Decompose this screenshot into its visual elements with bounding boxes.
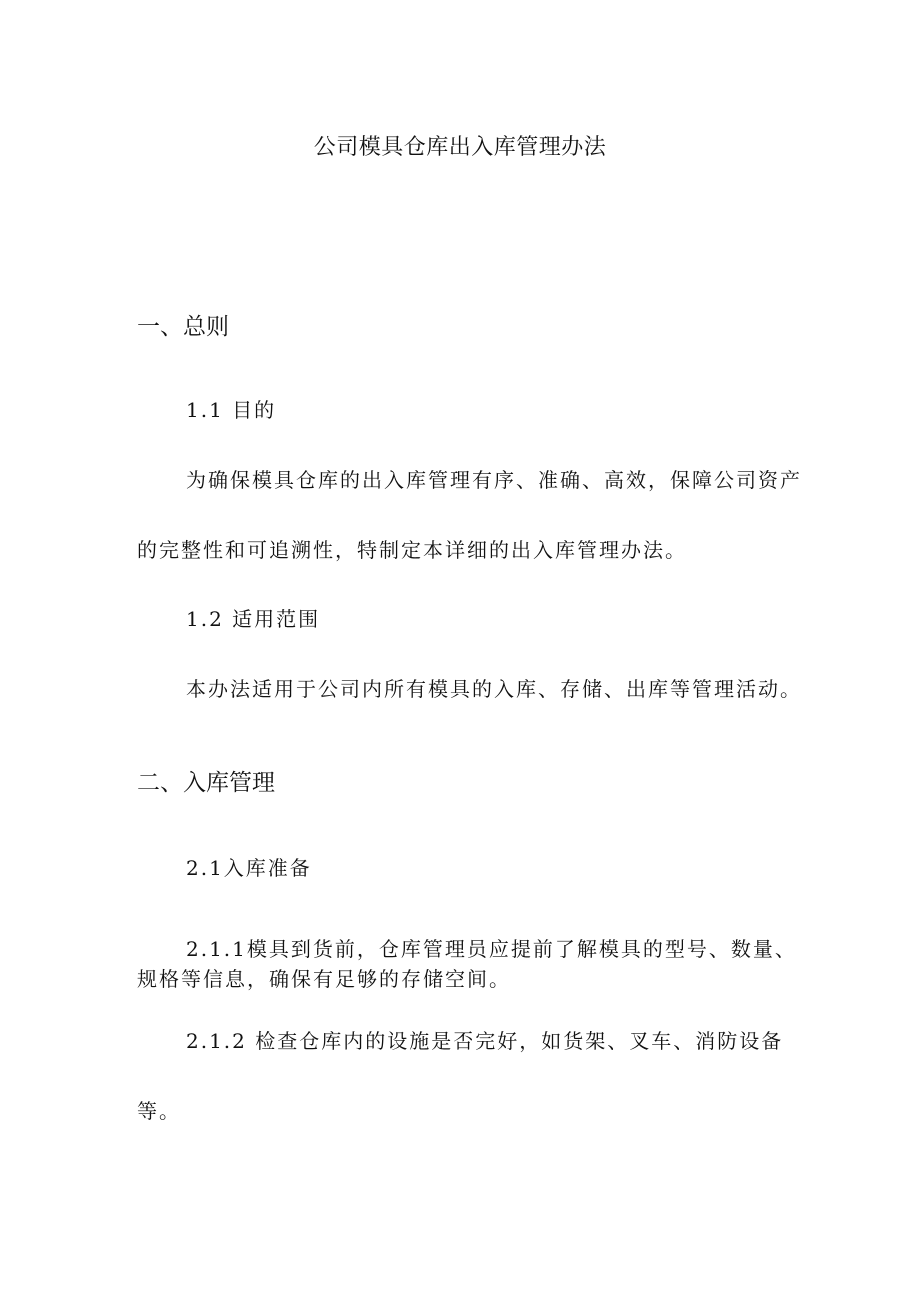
paragraph-purpose-line2: 的完整性和可追溯性，特制定本详细的出入库管理办法。 xyxy=(137,538,687,562)
subsection-title-scope: 1.2 适用范围 xyxy=(186,607,321,631)
section-heading-inbound: 二、入库管理 xyxy=(137,770,275,796)
document-title: 公司模具仓库出入库管理办法 xyxy=(313,135,607,160)
section-heading-general: 一、总则 xyxy=(137,314,229,340)
paragraph-item-2-1-1-line1: 2.1.1模具到货前，仓库管理员应提前了解模具的型号、数量、 xyxy=(186,937,797,961)
paragraph-purpose-line1: 为确保模具仓库的出入库管理有序、准确、高效，保障公司资产 xyxy=(186,468,802,492)
subsection-title-inbound-prep: 2.1入库准备 xyxy=(186,856,312,880)
subsection-title-purpose: 1.1 目的 xyxy=(186,398,277,422)
paragraph-item-2-1-2-line2: 等。 xyxy=(137,1099,181,1123)
paragraph-item-2-1-2-line1: 2.1.2 检查仓库内的设施是否完好，如货架、叉车、消防设备 xyxy=(186,1029,784,1053)
paragraph-scope: 本办法适用于公司内所有模具的入库、存储、出库等管理活动。 xyxy=(186,677,802,701)
paragraph-item-2-1-1-line2: 规格等信息，确保有足够的存储空间。 xyxy=(137,967,511,991)
